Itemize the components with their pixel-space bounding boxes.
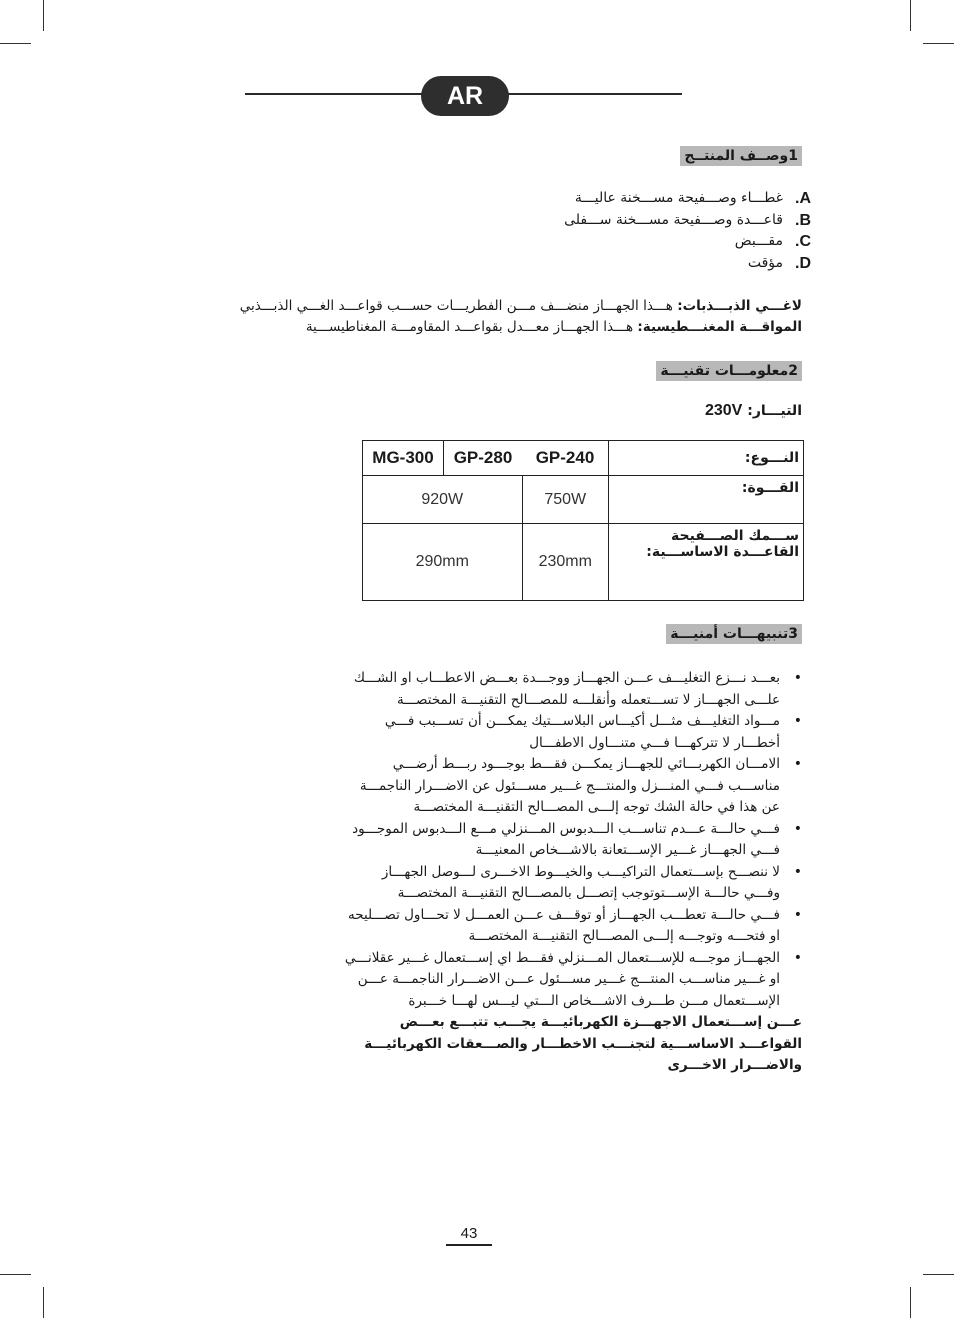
header-rule-right <box>505 93 682 95</box>
note-interference-label: لاغـــي الذبـــذبات: <box>677 298 802 314</box>
part-item <box>511 188 811 210</box>
part-letter: B . <box>789 210 811 232</box>
note-magnetic-label: المواقـــة المغنـــطيسية: <box>637 319 802 335</box>
crop-mark-bl-v <box>43 1287 44 1318</box>
table-row <box>363 524 804 601</box>
page-number: 43 <box>446 1224 492 1246</box>
note-magnetic-text: هـــذا الجهـــاز معـــدل بقواعـــد المقاومـــة المغناطيســـية <box>305 319 638 335</box>
model-mg300: MG-300 <box>363 441 444 476</box>
part-letter: D . <box>789 253 811 275</box>
list-item: • الامـــان الكهربـــائي للجهـــاز يمكـــن فقـــط بوجـــود ربـــط أرضـــي مناســـب فـــي المنـــزل والمنتـــج غـــير مســـئول عن الاضـــرار الناجمـــة عن هذا في حالة الشك توجه إلـــى المصـــالح التقنيـــة المختصـــة <box>342 754 780 819</box>
crop-mark-bl-h <box>0 1274 31 1275</box>
voltage-value: 230V <box>704 402 743 419</box>
safety-warnings <box>342 668 802 1077</box>
part-item <box>511 210 811 232</box>
language-badge: AR <box>421 76 509 116</box>
crop-mark-tr-v <box>910 0 911 31</box>
list-item: • فـــي حالـــة عـــدم تناســـب الـــدبوس المـــنزلي مـــع الـــدبوس الموجـــود فـــي الجهـــاز غـــير الإســـتعانة بالاشـــخاص المعنيـــة <box>342 819 780 862</box>
plate-value-290: 290mm <box>363 524 523 601</box>
crop-mark-br-h <box>923 1274 954 1275</box>
section-title-technical: 2معلومـــات تقنيـــة <box>656 361 802 381</box>
part-text: غطـــاء وصـــفيحة مســـخنة عاليـــة <box>574 190 783 206</box>
plate-label <box>609 524 804 601</box>
note-interference <box>239 296 802 316</box>
note-magnetic <box>242 317 802 337</box>
part-item <box>511 253 811 275</box>
list-item: • لا ننصـــح بإســـتعمال التراكيـــب والخيـــوط الاخـــرى لـــوصل الجهـــاز وفـــي حالـــة الإســـتوتوجب إتصـــل بالمصـــالح التقنيـــة المختصـــة <box>342 862 780 905</box>
power-value-920: 920W <box>363 476 523 524</box>
final-warning: عـــن إســـتعمال الاجهـــزة الكهربائيـــة يجـــب تتبـــع بعـــض القواعـــد الاساســـية لتجنـــب الاخطـــار والصـــعقات الكهربائيـــة والاضـــرار الاخـــرى <box>364 1014 802 1073</box>
part-text: مؤقت <box>747 254 783 271</box>
power-value-750: 750W <box>522 476 609 524</box>
model-gp280: GP-280 <box>444 441 523 476</box>
section-title-safety: 3تنبيهـــات أمنيـــة <box>666 624 802 644</box>
part-item <box>511 231 811 253</box>
power-label: القـــوة: <box>609 476 804 524</box>
spec-table <box>362 440 804 601</box>
model-gp240: GP-240 <box>522 441 609 476</box>
crop-mark-br-v <box>910 1287 911 1318</box>
plate-label-line1: ســـمك الصـــفيحة <box>671 528 799 544</box>
parts-list <box>511 188 811 274</box>
crop-mark-tl-v <box>43 0 44 31</box>
list-item: • مـــواد التغليـــف مثـــل أكيـــاس البلاســـتيك يمكـــن أن تســـبب فـــي أخطـــار لا تتركهـــا فـــي متنـــاول الاطفـــال <box>342 711 780 754</box>
part-text: قاعـــدة وصـــفيحة مســـخنة ســـفلى <box>564 211 783 228</box>
part-text: مقـــبض <box>734 233 783 249</box>
plate-value-230: 230mm <box>522 524 609 601</box>
note-interference-text: هـــذا الجهـــاز منضـــف مـــن الفطريـــات حســـب قواعـــد الغـــي الذبـــذبي <box>239 298 678 314</box>
table-row <box>363 476 804 524</box>
section-title-description: 1وصــف المنتــج <box>680 146 802 166</box>
table-row <box>363 441 804 476</box>
part-letter: A . <box>789 188 811 210</box>
voltage-line <box>705 402 802 420</box>
crop-mark-tl-h <box>0 43 31 44</box>
warning-list <box>342 668 802 1012</box>
list-item: • فـــي حالـــة تعطـــب الجهـــاز أو توقـــف عـــن العمـــل لا تحـــاول تصـــليحه او فتحـــه وتوجـــه إلـــى المصـــالح التقنيـــة المختصـــة <box>342 905 780 948</box>
part-letter: C . <box>789 231 811 253</box>
list-item: • بعـــد نـــزع التغليـــف عـــن الجهـــاز ووجـــدة بعـــض الاعطـــاب او الشـــك علـــى الجهـــاز لا تســـتعمله وأنقلـــه للمصـــالح التقنيـــة المختصـــة <box>342 668 780 711</box>
header-rule-left <box>245 93 425 95</box>
list-item: • الجهـــاز موجـــه للإســـتعمال المـــنزلي فقـــط اي إســـتعمال غـــير عقلانـــي او غـــير مناســـب المنتـــج غـــير مســـئول عـــن الاضـــرار الناجمـــة عـــن الإســـتعمال مـــن طـــرف الاشـــخاص الـــتي ليـــس لهـــا خـــبرة <box>342 948 780 1013</box>
plate-label-line2: القاعـــدة الاساســـية: <box>646 544 799 560</box>
crop-mark-tr-h <box>923 43 954 44</box>
model-label: النـــوع: <box>609 441 804 476</box>
voltage-label: التيـــار: <box>747 403 802 419</box>
